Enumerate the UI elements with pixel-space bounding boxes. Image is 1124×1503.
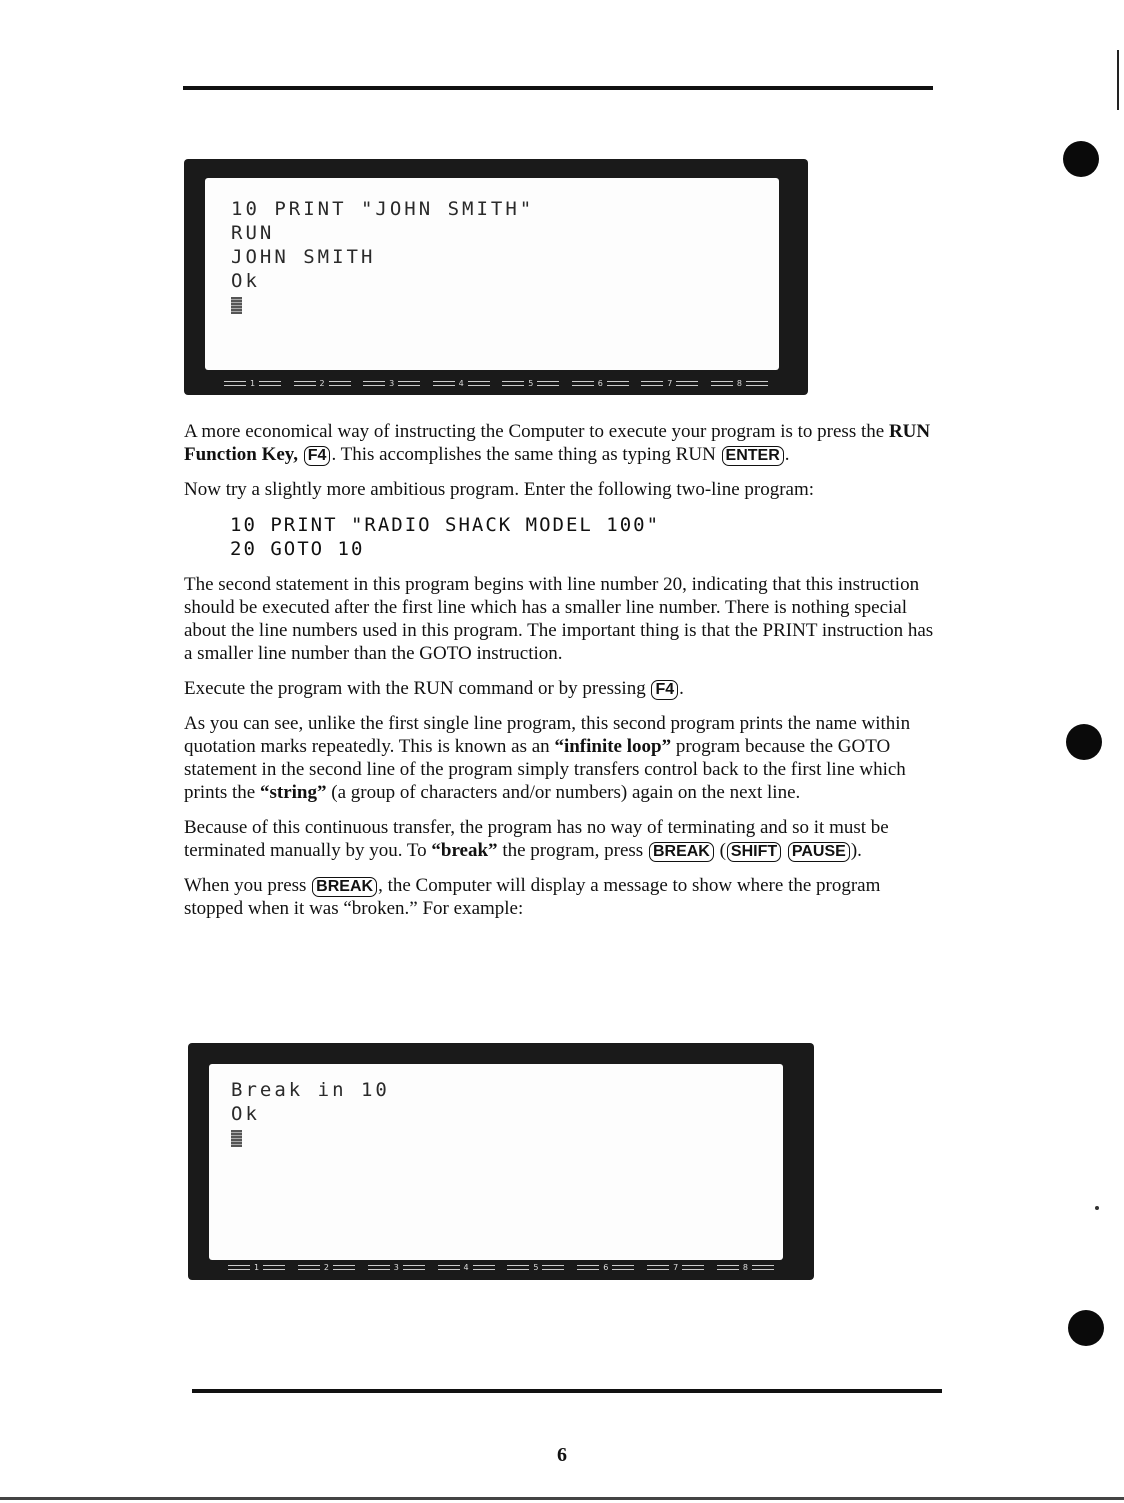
fkey-label: 2 [298, 1263, 355, 1272]
binder-hole [1068, 1310, 1104, 1346]
page-number: 6 [557, 1444, 567, 1466]
lcd-screen-2 [188, 1043, 814, 1280]
paragraph: As you can see, unlike the first single line program, this second program prints the name within quotation marks repeatedly. This is known as an “infinite loop” program because the GOTO statement in the second line of the program simply transfers control back to the first line which prints the “string” (a group of characters and/or numbers) again on the next line. [184, 713, 911, 803]
paragraph: Now try a slightly more ambitious program. Enter the following two-line program: [184, 479, 815, 500]
fkey-label: 8 [717, 1263, 774, 1272]
cursor-block [231, 297, 242, 314]
fkey-label: 1 [224, 379, 281, 388]
fkey-label: 1 [228, 1263, 285, 1272]
lcd-line: Break in 10 [231, 1079, 390, 1101]
cursor-block [231, 1130, 242, 1147]
fkey-label: 5 [502, 379, 559, 388]
fkey-label: 5 [507, 1263, 564, 1272]
paragraph: When you press BREAK , the Computer will display a message to show where the program stopped when it was “broken.” For example: [184, 875, 881, 919]
fkey-label: 2 [294, 379, 351, 388]
bottom-rule [192, 1389, 942, 1393]
fkey-label: 4 [433, 379, 490, 388]
code-listing [184, 513, 934, 561]
lcd-line: RUN [231, 222, 275, 244]
break-key: BREAK [649, 842, 714, 862]
lcd-line: Ok [231, 270, 260, 292]
fkey-label: 7 [647, 1263, 704, 1272]
edge-mark [1117, 50, 1119, 110]
shift-key: SHIFT [727, 842, 781, 862]
fkey-label: 7 [641, 379, 698, 388]
paragraph: The second statement in this program begins with line number 20, indicating that this instruction should be executed after the first line which has a smaller line number. There is nothing special about the line numbers used in this program. The important thing is that the PRINT instruction has a smaller line number than the GOTO instruction. [184, 574, 934, 664]
paragraph: A more economical way of instructing the Computer to execute your program is to press the RUN Function Key, F4 . This accomplishes the same thing as typing RUN ENTER . [184, 421, 931, 465]
binder-hole [1066, 724, 1102, 760]
lcd-line: Ok [231, 1103, 260, 1125]
lcd-screen-1 [184, 159, 808, 395]
pause-key: PAUSE [788, 842, 850, 862]
enter-key: ENTER [722, 446, 784, 466]
lcd-line: 10 PRINT "JOHN SMITH" [231, 198, 535, 220]
fkey-label: 6 [577, 1263, 634, 1272]
f4-key: F4 [651, 680, 678, 700]
break-key: BREAK [312, 877, 377, 897]
fkey-label: 8 [711, 379, 768, 388]
fkey-label: 3 [368, 1263, 425, 1272]
lcd-display [209, 1064, 783, 1260]
top-rule [183, 86, 933, 90]
function-key-bar [188, 1263, 814, 1272]
fkey-label: 3 [363, 379, 420, 388]
lcd-display [205, 178, 779, 370]
paragraph: Because of this continuous transfer, the program has no way of terminating and so it must be terminated manually by you. To “break” the program, press BREAK ( SHIFT PAUSE ). [184, 817, 889, 861]
f4-key: F4 [304, 446, 331, 466]
code-line: 20 GOTO 10 [230, 538, 365, 560]
lcd-line: JOHN SMITH [231, 246, 376, 268]
body-text [184, 420, 934, 932]
code-line: 10 PRINT "RADIO SHACK MODEL 100" [230, 514, 661, 536]
fkey-label: 6 [572, 379, 629, 388]
speck [1095, 1206, 1099, 1210]
function-key-bar [184, 379, 808, 388]
paragraph: Execute the program with the RUN command or by pressing F4 . [184, 678, 684, 699]
fkey-label: 4 [438, 1263, 495, 1272]
scan-edge [0, 1497, 1124, 1500]
binder-hole [1063, 141, 1099, 177]
